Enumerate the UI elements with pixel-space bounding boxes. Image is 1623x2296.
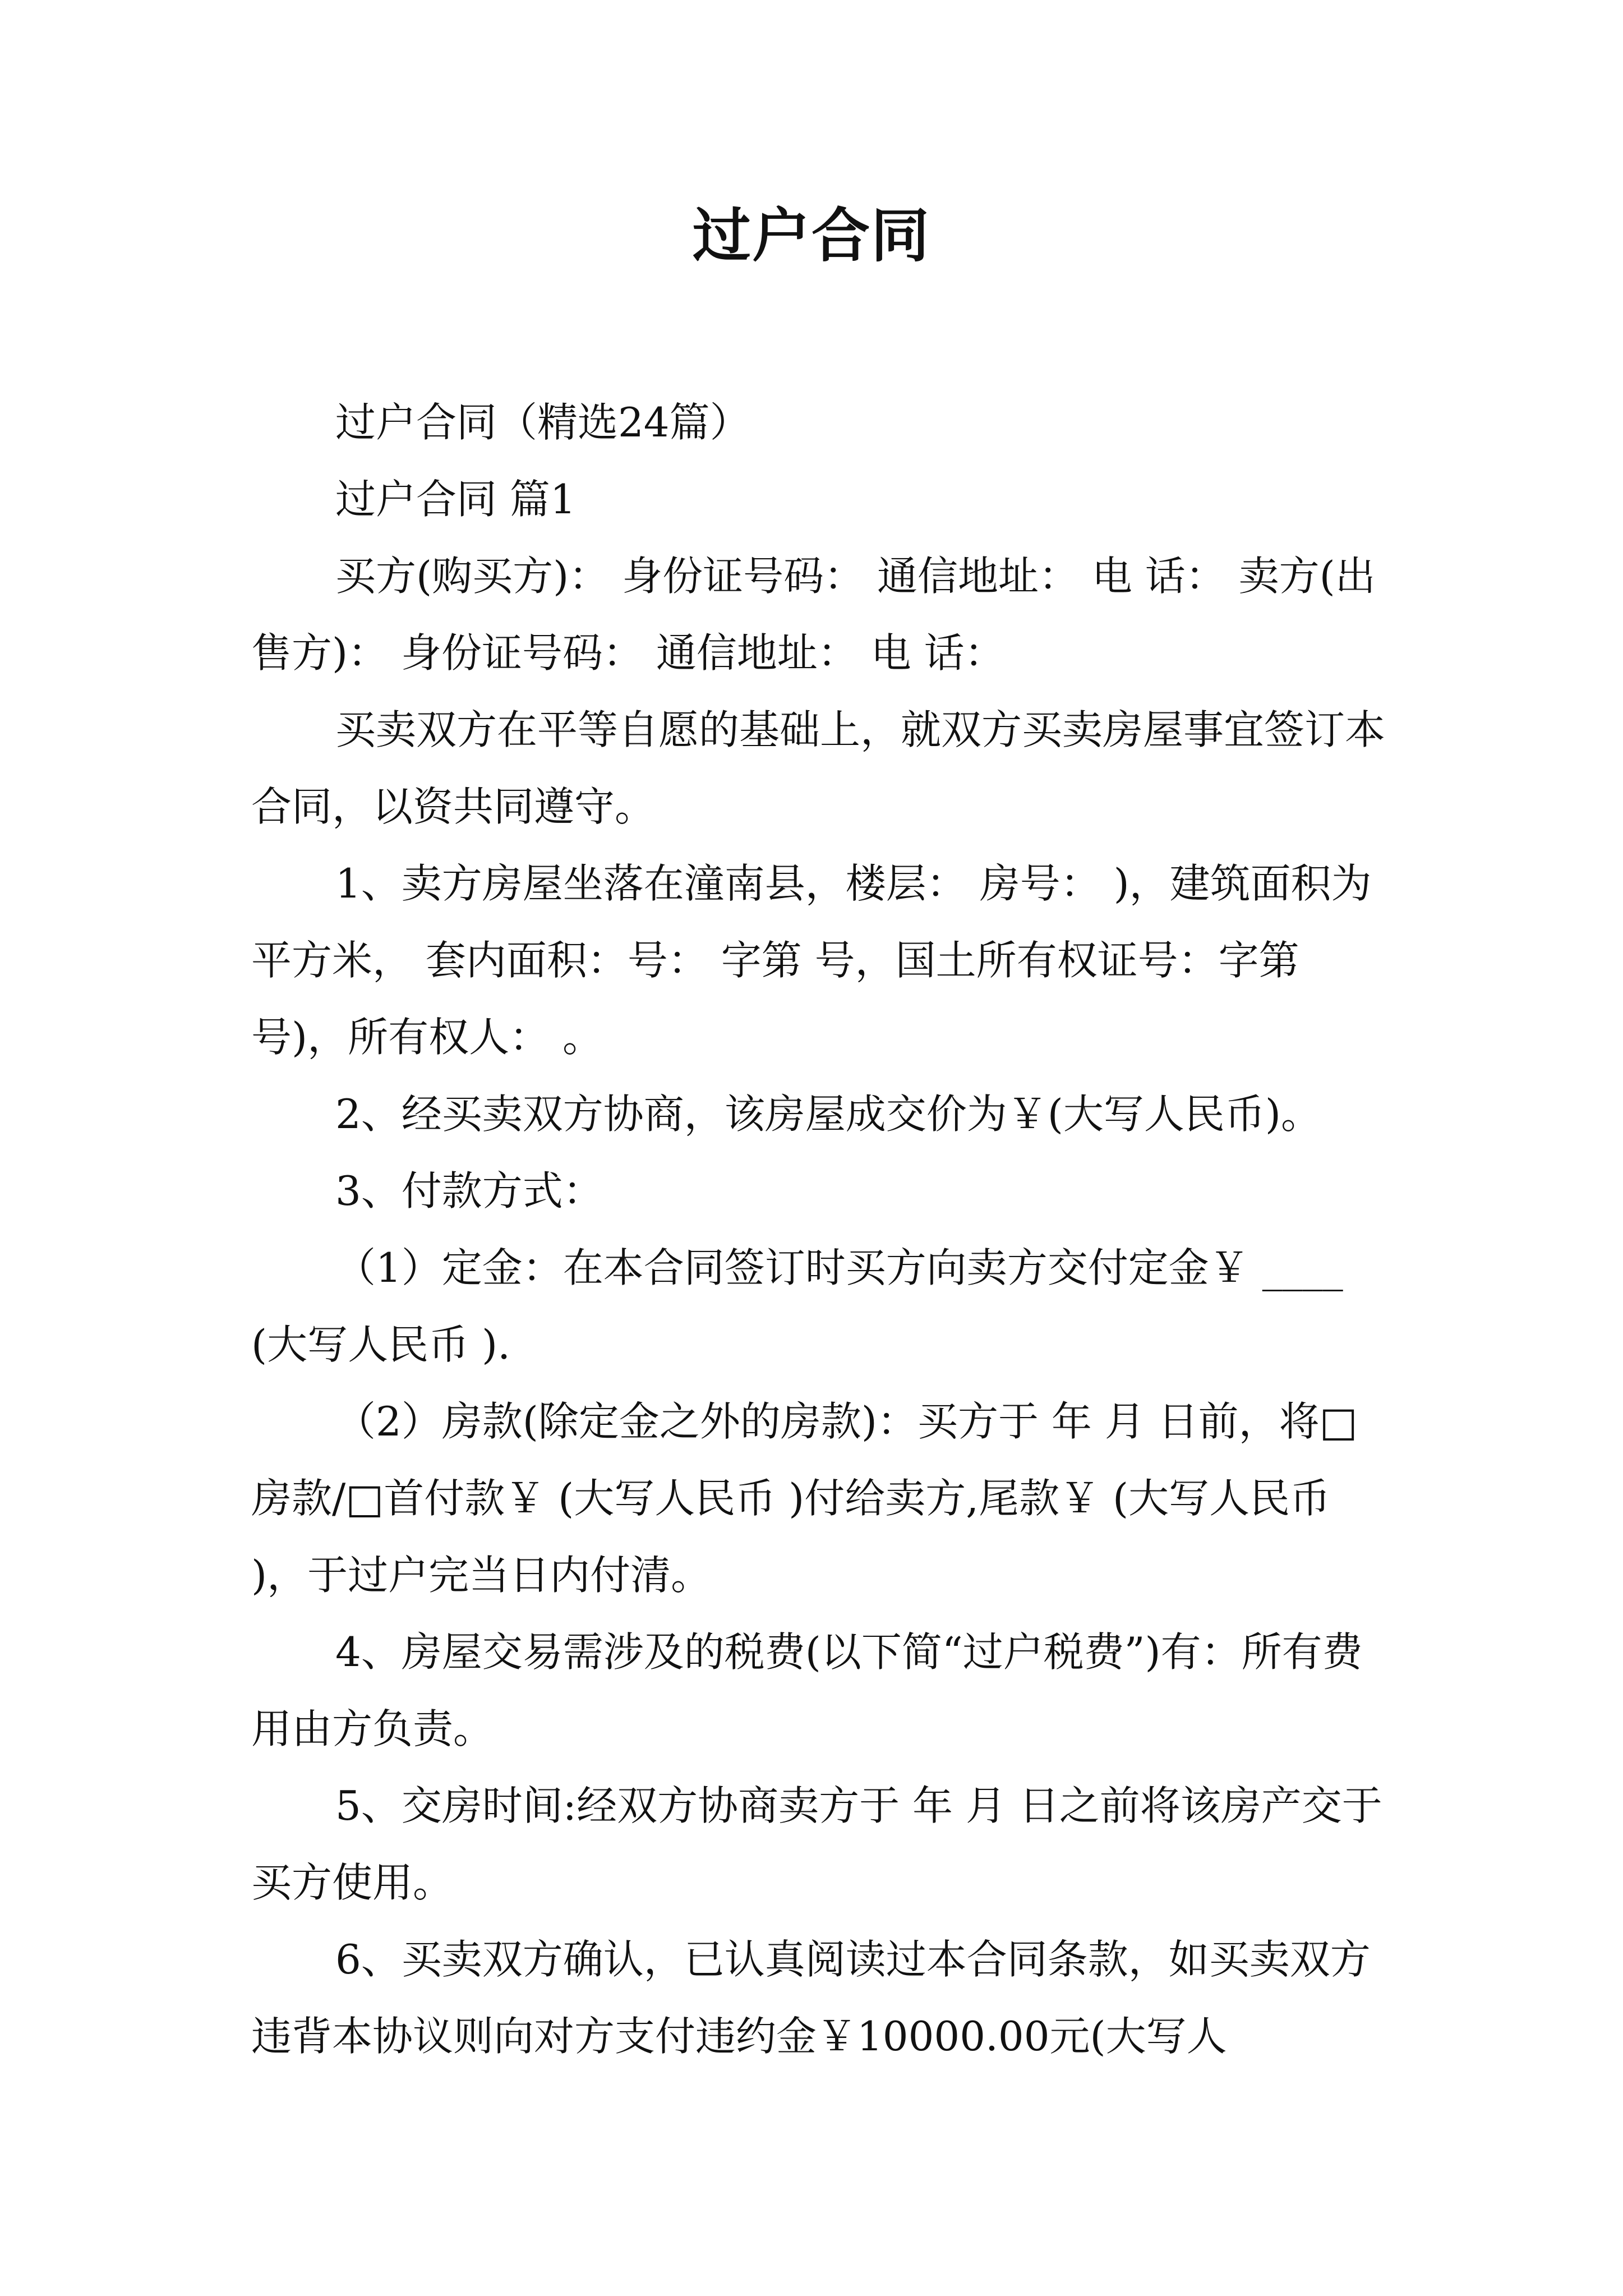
paragraph-clause-6: 6、买卖双方确认，已认真阅读过本合同条款，如买卖双方违背本协议则向对方支付违约金￥10000.00元(大写人 [251,1936,1371,2060]
document-title: 过户合同 [692,201,930,270]
paragraph-clause-4: 4、房屋交易需涉及的税费(以下简“过户税费”)有：所有费用由方负责。 [251,1628,1363,1752]
paragraph-clause-3-2: （2）房款(除定金之外的房款)：买方于 年 月 日前，将□房款/□首付款￥ (大写人民币 )付给卖方,尾款￥ (大写人民币 )，于过户完当日内付清。 [251,1398,1358,1599]
paragraph-preamble: 买卖双方在平等自愿的基础上，就双方买卖房屋事宜签订本合同，以资共同遵守。 [251,706,1386,830]
paragraph-section-heading: 过户合同 篇1 [335,476,576,523]
paragraph-parties: 买方(购买方)： 身份证号码： 通信地址： 电 话： 卖方(出售方)： 身份证号码： 通信地址： 电 话： [251,553,1376,677]
paragraph-clause-1: 1、卖方房屋坐落在潼南县，楼层： 房号： )，建筑面积为 平方米， 套内面积：号： 字第 号，国土所有权证号：字第号)，所有权人： 。 [251,860,1372,1061]
document-body [251,384,1395,2075]
paragraph-clause-3-1: （1）定金：在本合同签订时买方向卖方交付定金￥ ____(大写人民币 ). [251,1244,1343,1368]
paragraph-clause-2: 2、经买卖双方协商，该房屋成交价为￥(大写人民币)。 [335,1091,1321,1138]
paragraph-clause-3: 3、付款方式： [335,1167,603,1214]
paragraph-subtitle: 过户合同（精选24篇） [335,399,750,446]
paragraph-clause-5: 5、交房时间:经双方协商卖方于 年 月 日之前将该房产交于买方使用。 [251,1782,1382,1906]
